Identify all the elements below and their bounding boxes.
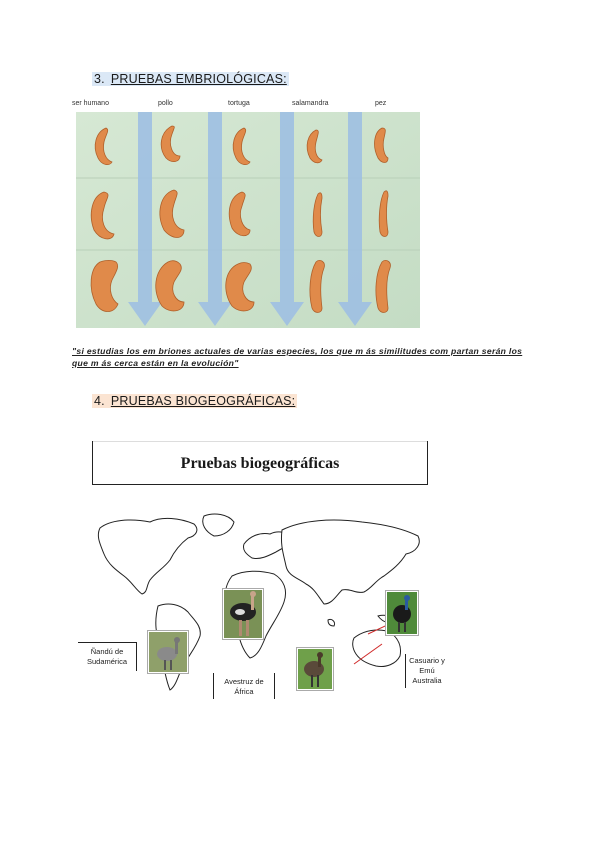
ostrich-photo bbox=[223, 589, 263, 639]
biogeo-title-box bbox=[92, 441, 428, 485]
embryo-panel bbox=[76, 112, 420, 328]
embryo-illustration bbox=[76, 112, 420, 328]
section-number: 4. bbox=[94, 394, 105, 408]
column-label-human: ser humano bbox=[72, 100, 109, 107]
section-number: 3. bbox=[94, 72, 105, 86]
section-title: PRUEBAS BIOGEOGRÁFICAS: bbox=[110, 394, 296, 408]
title-box-top-rule bbox=[93, 441, 427, 442]
emu-photo bbox=[297, 648, 333, 690]
column-label-salamander: salamandra bbox=[292, 100, 329, 107]
callout-cassowary-emu: Casuario y Emú Australia bbox=[405, 654, 448, 688]
column-label-chicken: pollo bbox=[158, 100, 173, 107]
biogeo-title: Pruebas biogeográficas bbox=[180, 455, 340, 472]
cassowary-photo bbox=[386, 591, 418, 635]
section-heading-biogeo bbox=[92, 394, 297, 408]
section-title: PRUEBAS EMBRIOLÓGICAS: bbox=[110, 72, 287, 86]
column-label-turtle: tortuga bbox=[228, 100, 250, 107]
embryo-quote: "si estudias los em briones actuales de varias especies, los que m ás similitudes com partan serán los que m ás cerca están en la evolución" bbox=[72, 346, 523, 368]
callout-rhea: Ñandú de Sudamérica bbox=[78, 642, 137, 671]
embryo-comparison-figure bbox=[72, 100, 422, 328]
column-label-fish: pez bbox=[375, 100, 387, 107]
callout-ostrich: Avestruz de África bbox=[213, 673, 275, 699]
rhea-photo bbox=[148, 631, 188, 673]
section-heading-embryo bbox=[92, 72, 289, 86]
